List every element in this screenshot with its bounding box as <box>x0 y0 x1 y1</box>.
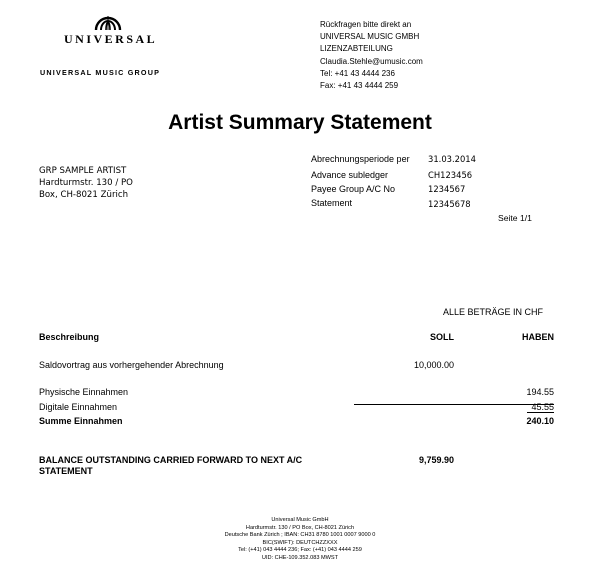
contact-block <box>320 19 423 92</box>
header-description: Beschreibung <box>39 332 100 342</box>
footer-address: Hardturmstr. 130 / PO Box, CH-8021 Zürich <box>245 524 355 531</box>
balance-label-line1: BALANCE OUTSTANDING CARRIED FORWARD TO NEXT A/C <box>39 455 303 465</box>
contact-department: LIZENZABTEILUNG <box>320 44 393 54</box>
meta-label-payee: Payee Group A/C No <box>311 184 396 194</box>
universal-logo <box>38 14 178 80</box>
logo-subtitle: UNIVERSAL MUSIC GROUP <box>40 68 161 77</box>
footer-phone: Tel: (+41) 043 4444 236; Fax: (+41) 043 4444 259 <box>238 547 362 554</box>
footer-company: Universal Music GmbH <box>271 517 329 523</box>
meta-label-period: Abrechnungsperiode per <box>311 154 410 164</box>
row-carry-forward-debit: 10,000.00 <box>413 360 454 370</box>
contact-email: Claudia.Stehle@umusic.com <box>320 56 423 66</box>
row-physical-credit: 194.55 <box>526 387 554 397</box>
currency-note: ALLE BETRÄGE IN CHF <box>443 307 544 317</box>
footer-uid: UID: CHE-109.352.083 MWST <box>261 554 339 561</box>
row-balance-debit: 9,759.90 <box>418 455 454 465</box>
row-physical-label: Physische Einnahmen <box>39 387 129 397</box>
contact-line: Rückfragen bitte direkt an <box>320 20 412 29</box>
meta-value-statement: 12345678 <box>428 199 471 209</box>
meta-label-statement: Statement <box>311 198 353 208</box>
footer-bic: BIC(SWIFT): DEUTCHZZXXX <box>262 539 338 546</box>
header-debit: SOLL <box>430 332 454 342</box>
address-name: GRP SAMPLE ARTIST <box>39 166 127 176</box>
balance-label-line2: STATEMENT <box>39 466 93 476</box>
footer <box>0 517 600 563</box>
row-total-credit: 240.10 <box>526 416 554 426</box>
address-street: Hardturmstr. 130 / PO <box>39 178 133 189</box>
row-digital-label: Digitale Einnahmen <box>39 402 118 412</box>
contact-company: UNIVERSAL MUSIC GMBH <box>320 32 420 42</box>
address-city: Box, CH-8021 Zürich <box>39 190 129 201</box>
contact-fax: Fax: +41 43 4444 259 <box>320 81 399 91</box>
subtotal-divider <box>354 404 554 405</box>
digital-underline <box>527 412 554 413</box>
meta-label-subledger: Advance subledger <box>311 170 389 180</box>
logo-wordmark: UNIVERSAL <box>64 32 158 46</box>
row-carry-forward-label: Saldovortrag aus vorhergehender Abrechnung <box>39 360 224 370</box>
meta-value-subledger: CH123456 <box>428 170 473 180</box>
meta-value-payee: 1234567 <box>428 184 466 194</box>
meta-value-period: 31.03.2014 <box>428 154 476 164</box>
recipient-address <box>39 165 159 202</box>
row-balance-label <box>39 455 369 477</box>
globe-icon <box>94 14 122 30</box>
footer-bank: Deutsche Bank Zürich ; IBAN: CH31 8780 1001 0007 9000 0 <box>224 532 376 539</box>
document-title: Artist Summary Statement <box>168 111 432 134</box>
header-credit: HABEN <box>521 332 554 342</box>
row-digital-credit: 45.55 <box>531 402 554 412</box>
row-total-label: Summe Einnahmen <box>39 416 123 426</box>
page-number: Seite 1/1 <box>498 213 532 223</box>
contact-phone: Tel: +41 43 4444 236 <box>320 68 395 78</box>
